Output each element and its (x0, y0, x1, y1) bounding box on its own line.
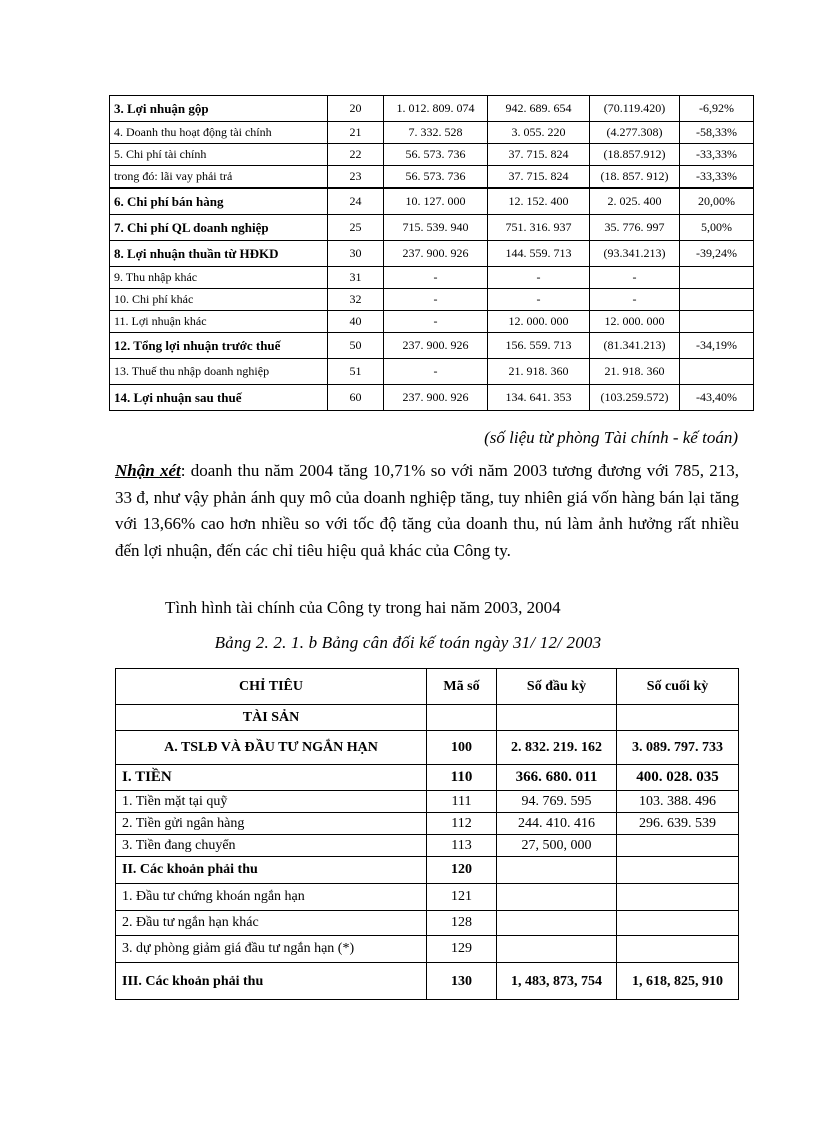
value-closing (617, 705, 739, 731)
row-label: 12. Tổng lợi nhuận trước thuế (110, 333, 328, 359)
value-2003: 10. 127. 000 (384, 188, 488, 215)
row-code: 40 (328, 311, 384, 333)
value-closing (617, 857, 739, 884)
value-2004: 751. 316. 937 (488, 215, 590, 241)
table-row (110, 359, 754, 385)
value-diff: 2. 025. 400 (590, 188, 680, 215)
row-label: 14. Lợi nhuận sau thuế (110, 385, 328, 411)
row-label: 8. Lợi nhuận thuần từ HĐKD (110, 241, 328, 267)
value-pct (680, 359, 754, 385)
row-label: I. TIỀN (116, 765, 427, 791)
value-2004: 21. 918. 360 (488, 359, 590, 385)
value-pct (680, 289, 754, 311)
value-2003: 715. 539. 940 (384, 215, 488, 241)
table-row (110, 289, 754, 311)
row-code: 23 (328, 166, 384, 189)
value-pct (680, 267, 754, 289)
value-pct: -58,33% (680, 122, 754, 144)
value-opening: 94. 769. 595 (497, 791, 617, 813)
value-diff: (93.341.213) (590, 241, 680, 267)
table-row (110, 188, 754, 215)
table-row (110, 267, 754, 289)
table-row (116, 731, 739, 765)
value-2004: - (488, 289, 590, 311)
row-label: A. TSLĐ VÀ ĐẦU TƯ NGẮN HẠN (116, 731, 427, 765)
value-2003: 7. 332. 528 (384, 122, 488, 144)
row-code: 129 (427, 936, 497, 963)
row-code: 32 (328, 289, 384, 311)
value-pct: -43,40% (680, 385, 754, 411)
row-label: 3. Lợi nhuận gộp (110, 96, 328, 122)
row-label: 6. Chi phí bán hàng (110, 188, 328, 215)
row-code: 20 (328, 96, 384, 122)
source-note: (số liệu từ phòng Tài chính - kế toán) (484, 428, 738, 447)
balance-sheet-table (115, 668, 739, 1000)
table-row (116, 884, 739, 911)
header-opening: Số đầu kỳ (497, 669, 617, 705)
table-row (110, 311, 754, 333)
row-code: 30 (328, 241, 384, 267)
table-row (116, 765, 739, 791)
value-diff: (103.259.572) (590, 385, 680, 411)
value-diff: (70.119.420) (590, 96, 680, 122)
value-2003: 237. 900. 926 (384, 385, 488, 411)
value-opening (497, 884, 617, 911)
row-label: TÀI SẢN (116, 705, 427, 731)
row-code: 51 (328, 359, 384, 385)
section-heading: Tình hình tài chính của Công ty trong hai năm 2003, 2004 (165, 598, 561, 617)
row-label: III. Các khoản phải thu (116, 963, 427, 1000)
value-closing (617, 911, 739, 936)
value-2003: 56. 573. 736 (384, 144, 488, 166)
value-2003: - (384, 359, 488, 385)
value-pct: -33,33% (680, 166, 754, 189)
value-pct: -34,19% (680, 333, 754, 359)
table-row (116, 936, 739, 963)
value-pct (680, 311, 754, 333)
value-closing (617, 936, 739, 963)
value-diff: (4.277.308) (590, 122, 680, 144)
row-label: 3. Tiền đang chuyển (116, 835, 427, 857)
value-closing (617, 884, 739, 911)
row-label: 3. dự phòng giảm giá đầu tư ngắn hạn (*) (116, 936, 427, 963)
row-code: 100 (427, 731, 497, 765)
row-label: 2. Tiền gửi ngân hàng (116, 813, 427, 835)
value-closing: 296. 639. 539 (617, 813, 739, 835)
value-opening: 366. 680. 011 (497, 765, 617, 791)
value-closing: 1, 618, 825, 910 (617, 963, 739, 1000)
table-row (116, 911, 739, 936)
comment-body: : doanh thu năm 2004 tăng 10,71% so với năm 2003 tương đương với 785, 213, 33 đ, như vậy phản ánh quy mô của doanh nghiệp tăng, tuy nhiên giá vốn hàng bán lại tăng với 13,66% cao hơn nhiều so với tốc độ tăng của doanh thu, nú làm ảnh hưởng rất nhiều đến lợi nhuận, đến các chỉ tiêu hiệu quả khác của Công ty. (115, 461, 739, 560)
value-opening: 244. 410. 416 (497, 813, 617, 835)
table-row (116, 705, 739, 731)
row-code: 24 (328, 188, 384, 215)
value-closing: 103. 388. 496 (617, 791, 739, 813)
value-2004: 37. 715. 824 (488, 166, 590, 189)
value-opening: 27, 500, 000 (497, 835, 617, 857)
value-closing: 400. 028. 035 (617, 765, 739, 791)
row-label: 9. Thu nhập khác (110, 267, 328, 289)
row-label: 7. Chi phí QL doanh nghiệp (110, 215, 328, 241)
table-row (110, 96, 754, 122)
table-row (116, 813, 739, 835)
value-opening (497, 936, 617, 963)
comment-lead: Nhận xét (115, 461, 181, 480)
value-opening: 1, 483, 873, 754 (497, 963, 617, 1000)
value-diff: (81.341.213) (590, 333, 680, 359)
value-opening (497, 857, 617, 884)
value-pct: 20,00% (680, 188, 754, 215)
row-code: 110 (427, 765, 497, 791)
value-2004: 134. 641. 353 (488, 385, 590, 411)
row-label: 13. Thuế thu nhập doanh nghiệp (110, 359, 328, 385)
header-item: CHỈ TIÊU (116, 669, 427, 705)
table-caption: Bảng 2. 2. 1. b Bảng cân đối kế toán ngày 31/ 12/ 2003 (214, 633, 602, 652)
value-diff: 12. 000. 000 (590, 311, 680, 333)
row-code: 21 (328, 122, 384, 144)
value-diff: 21. 918. 360 (590, 359, 680, 385)
table-row (116, 963, 739, 1000)
row-code: 111 (427, 791, 497, 813)
row-code: 25 (328, 215, 384, 241)
value-opening (497, 911, 617, 936)
value-diff: (18.857.912) (590, 144, 680, 166)
row-label: 2. Đầu tư ngắn hạn khác (116, 911, 427, 936)
table-row (110, 144, 754, 166)
row-code: 22 (328, 144, 384, 166)
value-2004: 942. 689. 654 (488, 96, 590, 122)
row-code (427, 705, 497, 731)
value-2004: - (488, 267, 590, 289)
value-2003: - (384, 267, 488, 289)
table-row (110, 122, 754, 144)
row-label: II. Các khoản phải thu (116, 857, 427, 884)
table-row (110, 333, 754, 359)
value-pct: -6,92% (680, 96, 754, 122)
table-row (110, 385, 754, 411)
row-label: trong đó: lãi vay phải trả (110, 166, 328, 189)
value-2004: 12. 152. 400 (488, 188, 590, 215)
value-opening: 2. 832. 219. 162 (497, 731, 617, 765)
value-2003: 237. 900. 926 (384, 333, 488, 359)
table-row (110, 166, 754, 189)
value-2003: 1. 012. 809. 074 (384, 96, 488, 122)
table-row (116, 857, 739, 884)
row-code: 112 (427, 813, 497, 835)
row-label: 4. Doanh thu hoạt động tài chính (110, 122, 328, 144)
row-label: 10. Chi phí khác (110, 289, 328, 311)
value-2004: 3. 055. 220 (488, 122, 590, 144)
value-pct: 5,00% (680, 215, 754, 241)
row-code: 128 (427, 911, 497, 936)
comment-paragraph (115, 458, 739, 564)
value-2004: 156. 559. 713 (488, 333, 590, 359)
value-2003: 237. 900. 926 (384, 241, 488, 267)
income-statement-table (109, 95, 754, 411)
row-label: 11. Lợi nhuận khác (110, 311, 328, 333)
table-row (116, 791, 739, 813)
value-2003: - (384, 311, 488, 333)
value-diff: - (590, 289, 680, 311)
value-2004: 144. 559. 713 (488, 241, 590, 267)
header-code: Mã số (427, 669, 497, 705)
row-code: 60 (328, 385, 384, 411)
table-row (110, 215, 754, 241)
value-2003: - (384, 289, 488, 311)
value-2004: 12. 000. 000 (488, 311, 590, 333)
value-pct: -33,33% (680, 144, 754, 166)
row-label: 1. Đầu tư chứng khoán ngắn hạn (116, 884, 427, 911)
row-code: 50 (328, 333, 384, 359)
table-header-row (116, 669, 739, 705)
table-row (116, 835, 739, 857)
row-code: 31 (328, 267, 384, 289)
row-code: 121 (427, 884, 497, 911)
row-label: 1. Tiền mặt tại quỹ (116, 791, 427, 813)
value-2004: 37. 715. 824 (488, 144, 590, 166)
row-code: 120 (427, 857, 497, 884)
value-closing: 3. 089. 797. 733 (617, 731, 739, 765)
row-code: 113 (427, 835, 497, 857)
value-diff: 35. 776. 997 (590, 215, 680, 241)
value-pct: -39,24% (680, 241, 754, 267)
table-row (110, 241, 754, 267)
value-diff: - (590, 267, 680, 289)
row-label: 5. Chi phí tài chính (110, 144, 328, 166)
header-closing: Số cuối kỳ (617, 669, 739, 705)
value-2003: 56. 573. 736 (384, 166, 488, 189)
value-opening (497, 705, 617, 731)
value-closing (617, 835, 739, 857)
row-code: 130 (427, 963, 497, 1000)
value-diff: (18. 857. 912) (590, 166, 680, 189)
